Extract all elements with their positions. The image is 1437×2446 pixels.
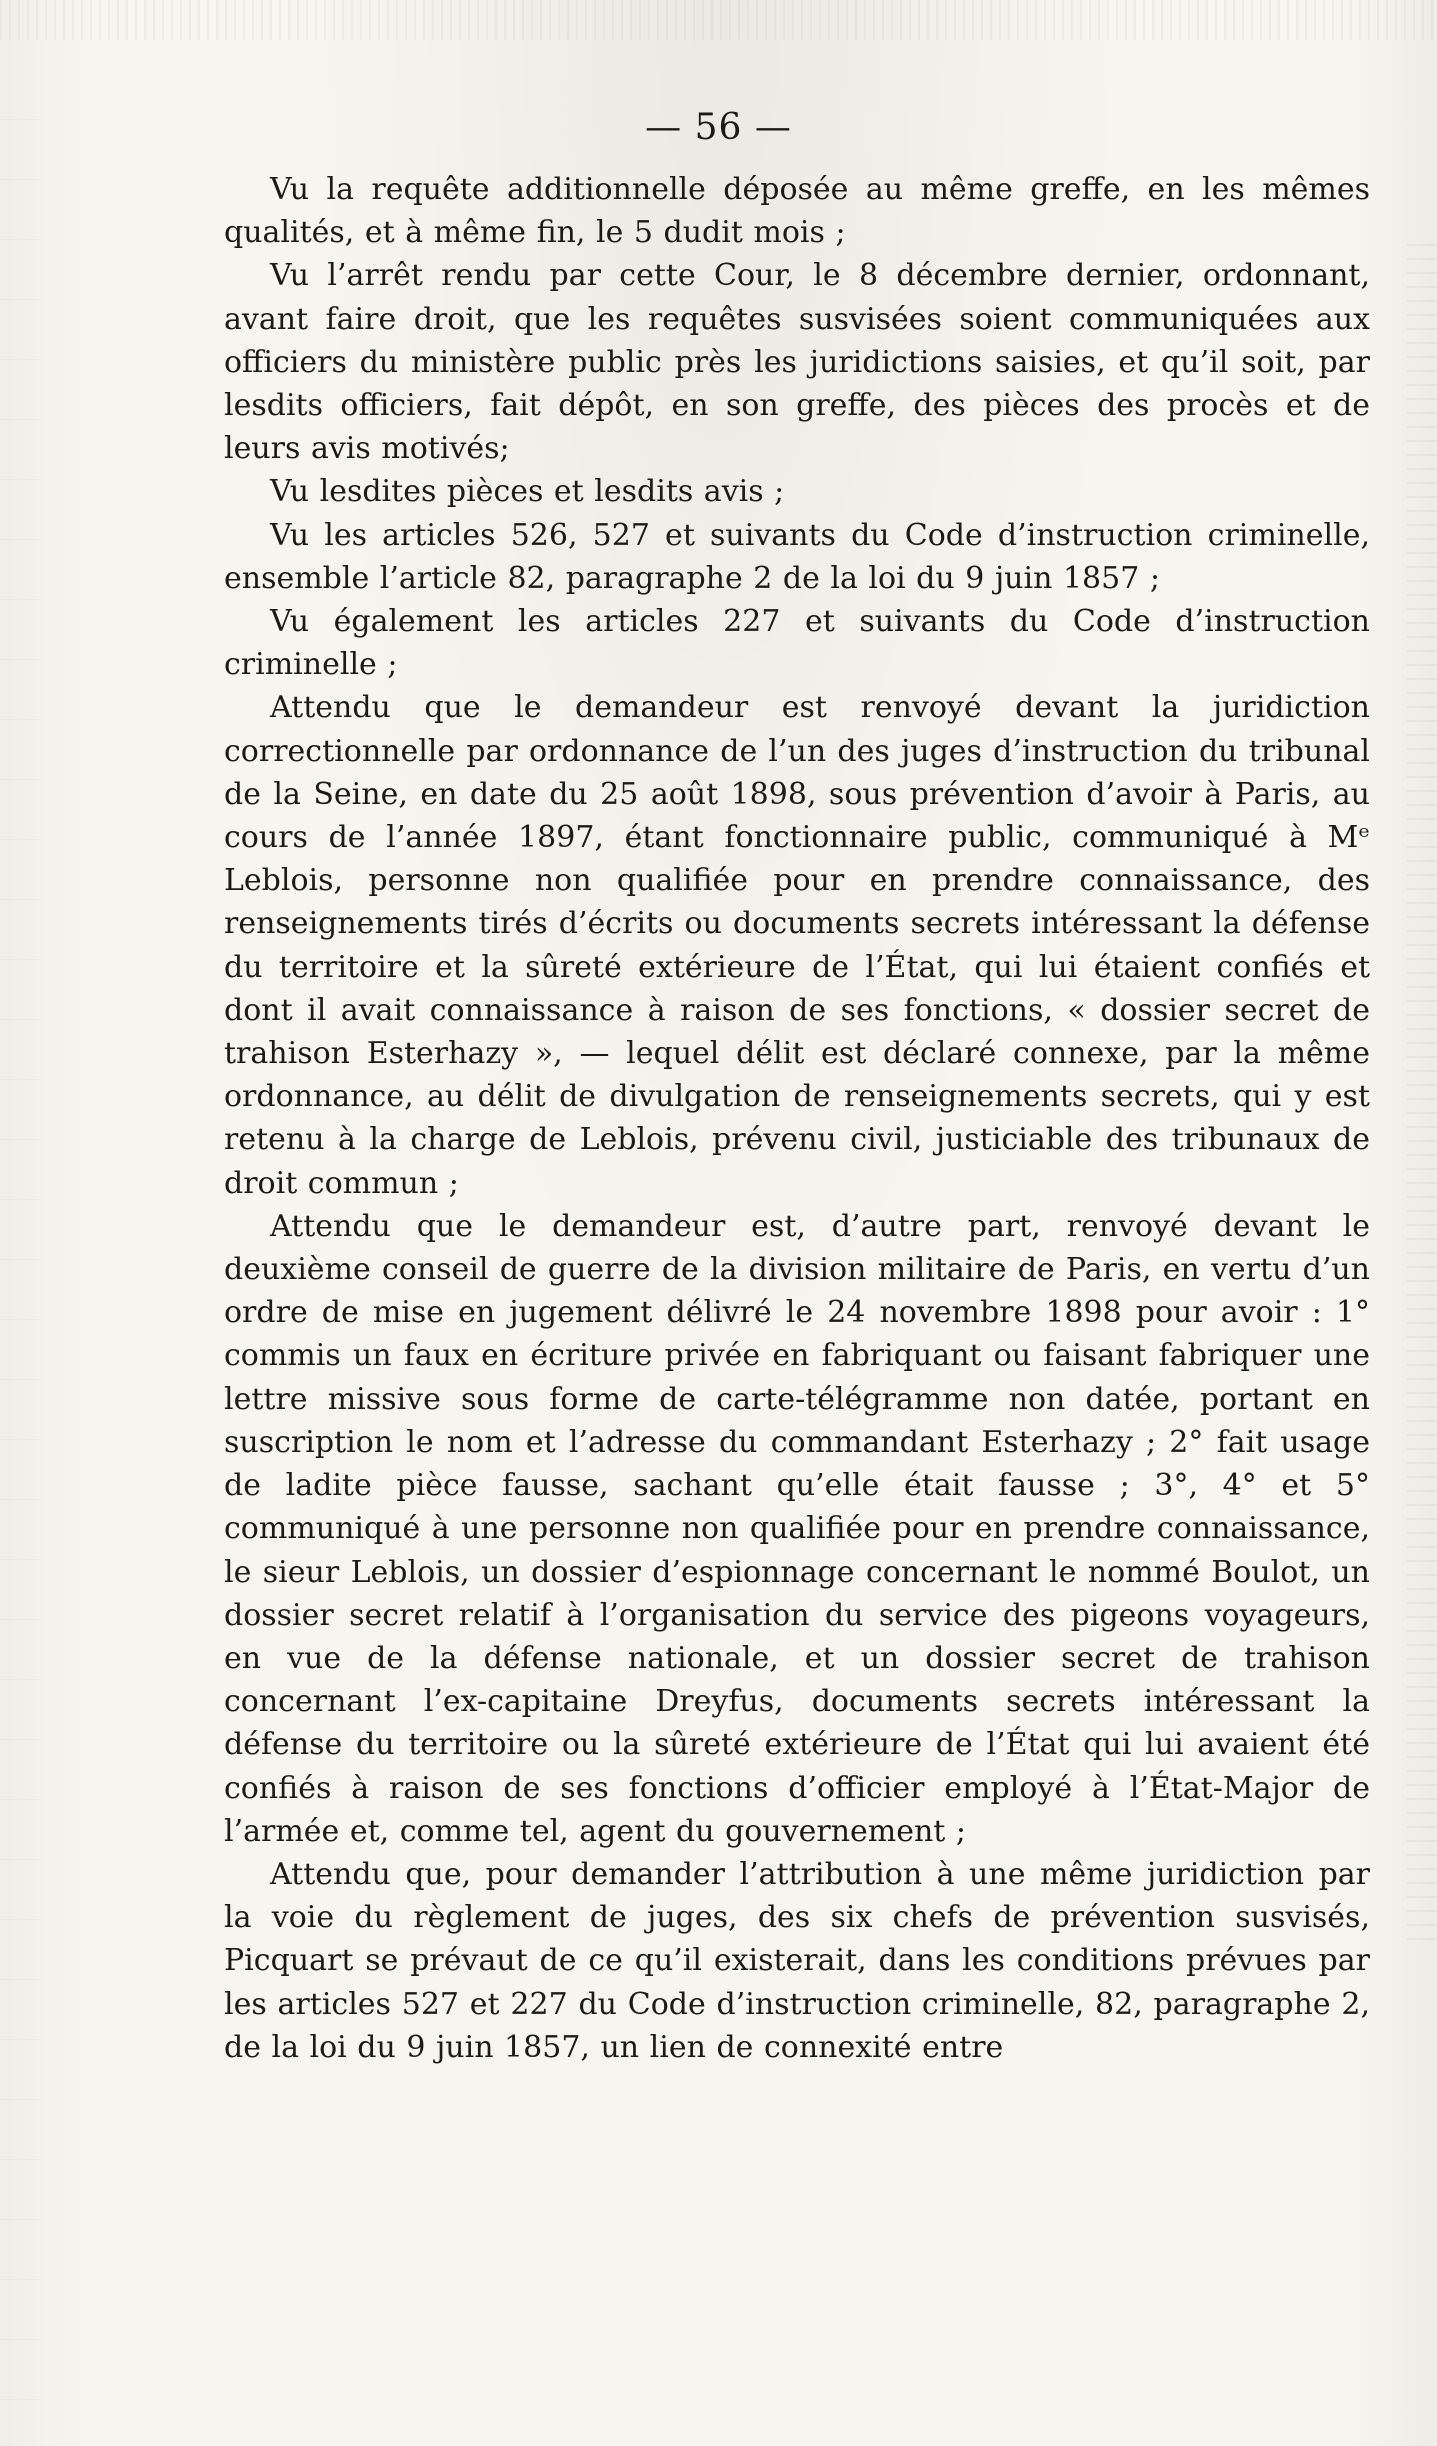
body-text bbox=[224, 168, 1370, 2069]
paragraph-reglement-de-juges: Attendu que, pour demander l’attribution à une même juridiction par la voie du règlement de juges, des six chefs de prévention susvisés, Picquart se prévaut de ce qu’il existerait, dans les conditions prévues par les articles 527 et 227 du Code d’instruction criminelle, 82, paragraphe 2, de la loi du 9 juin 1857, un lien de connexité entre bbox=[224, 1856, 1370, 2065]
paragraph-conseil-de-guerre: Attendu que le demandeur est, d’autre part, renvoyé devant le deuxième conseil de guerre de la division militaire de Paris, en vertu d’un ordre de mise en jugement délivré le 24 novembre 1898 pour avoir : 1° commis un faux en écriture privée en fabriquant ou faisant fabriquer une lettre missive sous forme de carte-télégramme non datée, portant en suscription le nom et l’adresse du commandant Esterhazy ; 2° fait usage de ladite pièce fausse, sachant qu’elle était fausse ; 3°, 4° et 5° communiqué à une personne non qualifiée pour en prendre connaissance, le sieur Leblois, un dossier d’espionnage concernant le nommé Boulot, un dossier secret relatif à l’organisation du service des pigeons voyageurs, en vue de la défense nationale, et un dossier secret de trahison concernant l’ex-capitaine Dreyfus, documents secrets intéressant la défense du territoire ou la sûreté extérieure de l’État qui lui avaient été confiés à raison de ses fonctions d’officier employé à l’État-Major de l’armée et, comme tel, agent du gouvernement ; bbox=[224, 1208, 1370, 1849]
scan-edge-noise-left bbox=[0, 100, 40, 2400]
paragraph-juridiction-correctionnelle: Attendu que le demandeur est renvoyé devant la juridiction correctionnelle par ordonnance de l’un des juges d’instruction du tribunal de la Seine, en date du 25 août 1898, sous prévention d’avoir à Paris, au cours de l’année 1897, étant fonctionnaire public, communiqué à Mᵉ Leblois, personne non qualifiée pour en prendre connaissance, des renseignements tirés d’écrits ou documents secrets intéressant la défense du territoire et la sûreté extérieure de l’État, qui lui étaient confiés et dont il avait connaissance à raison de ses fonctions, « dossier secret de trahison Esterhazy », — lequel délit est déclaré connexe, par la même ordonnance, au délit de divulgation de renseignements secrets, qui y est retenu à la charge de Leblois, prévenu civil, justiciable des tribunaux de droit commun ; bbox=[224, 690, 1370, 1201]
paragraph-articles-227: Vu également les articles 227 et suivants du Code d’instruction criminelle ; bbox=[224, 604, 1370, 683]
paragraph-articles-526-527: Vu les articles 526, 527 et suivants du Code d’instruction criminelle, ensemble l’article 82, paragraphe 2 de la loi du 9 juin 1857 ; bbox=[224, 517, 1370, 596]
paragraph-pieces-et-avis: Vu lesdites pièces et lesdits avis ; bbox=[270, 474, 785, 510]
scan-edge-noise-top bbox=[0, 0, 1437, 40]
page-number: — 56 — bbox=[645, 107, 792, 148]
scan-edge-noise-right bbox=[1407, 240, 1437, 1940]
paragraph-arret-8-decembre: Vu l’arrêt rendu par cette Cour, le 8 décembre dernier, ordonnant, avant faire droit, que les requêtes susvisées soient communiquées aux officiers du ministère public près les juridictions saisies, et qu’il soit, par lesdits officiers, fait dépôt, en son greffe, des pièces des procès et de leurs avis motivés; bbox=[224, 258, 1370, 467]
paragraph-requete-additionnelle: Vu la requête additionnelle déposée au même greffe, en les mêmes qualités, et à même fin, le 5 dudit mois ; bbox=[224, 172, 1370, 251]
